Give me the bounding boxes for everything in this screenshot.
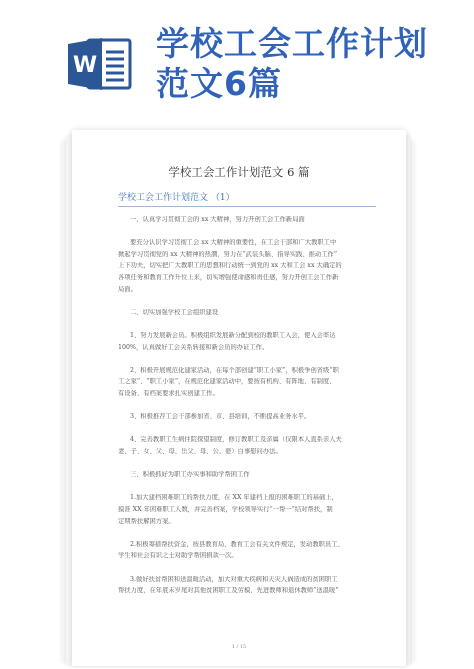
document-line: 上下功夫，切实把广大教职工的思想和行动统一到党的 xx 大和工会 xx 大确定的 xyxy=(118,262,342,270)
section-heading: 学校工会工作计划范文 （1） xyxy=(118,190,376,207)
document-line: 学生和社会有识之士对助学帮困捐款一次。 xyxy=(118,552,238,560)
document-line: 2、积极开展规范化建家活动，在每个部创建“职工小家”，积极争创省级“职 xyxy=(130,366,339,374)
document-line: 有设备、有档案要求扎实创建工作。 xyxy=(118,390,219,397)
page-number: 1 / 15 xyxy=(231,644,247,650)
banner-title-line-1: 学校工会工作计划 xyxy=(156,24,428,63)
document-line: 妻、子、女、父、母、岳父、母、公、婆）白事慰问办法。 xyxy=(118,448,282,455)
document-line: 1.加大建档困难职工的帮扶力度，在 XX 年建档上报的困难职工的基础上， xyxy=(130,494,338,502)
document-line: 摸准 XX 年困难职工人数，并完善档案，学校领导实行“一帮一”结对帮扶，制 xyxy=(118,506,333,513)
document-line: 帮扶力度，在年底末岁尾对其他贫困职工及劳模、先进教师和退休教师“送温暖” xyxy=(118,587,339,595)
document-line: 掀起学习贯彻党的 xx 大精神的热潮，努力在“武装头脑、指导实践、推动工作” xyxy=(118,250,338,258)
document-line: 1、努力发展新会员。积极组织发展新分配到校的教职工入会，使入会率达 xyxy=(130,332,336,339)
document-line: 一、认真学习贯彻工会的 xx 大精神，努力开创工会工作新局面 xyxy=(130,216,305,223)
document-line: 三、积极抓好为职工办实事和助学帮困工作 xyxy=(130,471,250,479)
document-page xyxy=(72,130,406,666)
document-line: 二、切实加强学校工会组织建设 xyxy=(130,308,219,316)
document-line: 工之家”、“职工小家”，在规范化建家活动中，要按有机构、有阵地、有制度、 xyxy=(118,378,336,386)
document-line: 4、完善教职工生病住院探望制度，修订教职工及亲属（仅限本人直系亲人夫 xyxy=(130,436,342,444)
document-line: 要充分认识学习贯彻工会 xx 大精神的重要性，在工会干部和广大教职工中 xyxy=(130,239,337,247)
document-title: 学校工会工作计划范文 6 篇 xyxy=(168,165,310,179)
document-line: 2.积极筹措帮扶资金，按县教育局、教育工会有关文件规定，发动教职员工、 xyxy=(130,540,344,548)
banner-title-line-2: 范文6篇 xyxy=(156,64,282,103)
banner xyxy=(0,0,474,120)
document-line: 局面。 xyxy=(118,285,137,293)
word-document-icon xyxy=(66,36,134,92)
document-line: 各项任务和教育工作升位上来，切实增强使命感和责任感，努力开创工会工作新 xyxy=(118,274,339,281)
document-line: 定期帮扶解困方案。 xyxy=(118,517,175,525)
banner-title xyxy=(156,24,456,104)
document-line: 3、积极推荐工会干部参加省、市、县培训，不断提高业务水平。 xyxy=(130,413,311,421)
document-line: 100%，认真做好工会关系转接和新会员的办证工作。 xyxy=(118,343,269,351)
document-line: 3.做好扶贫帮困和送温暖活动，加大对重大疾病和天灾人祸造成的贫困职工 xyxy=(130,575,338,583)
word-icon-letter: W xyxy=(72,53,98,78)
